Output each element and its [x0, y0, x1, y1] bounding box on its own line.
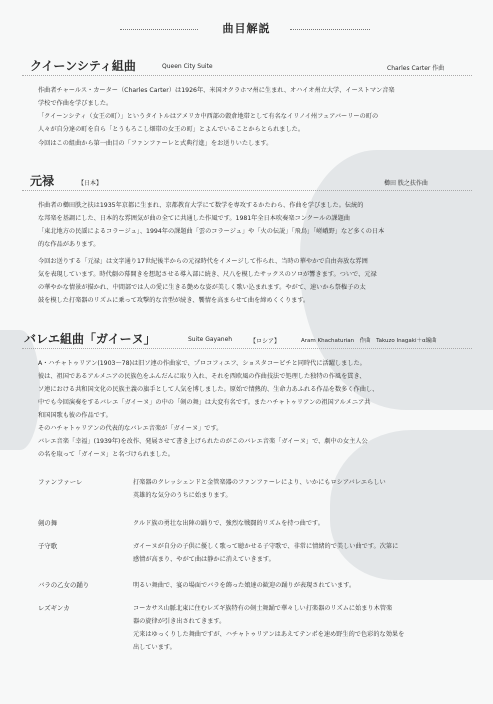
movement-desc-line: 英雄的な気分のうちに始まります。 [133, 492, 232, 499]
movement-desc-line: 器の旋律が引き出されてきます。 [133, 618, 226, 625]
paragraph-line: 「クイーンシティ（女王の町）」というタイトルはアメリカ中西部の穀倉地帯として有名なイリノイ州フェアバーリーの町の [38, 113, 379, 120]
movement-desc-line: 出しています。 [133, 644, 176, 651]
movement-desc-line: コーカサス山脈北東に住むレズギ族特有の剣士舞踊で華々しい打楽器のリズムに始まり木管楽 [133, 605, 393, 612]
paragraph-line: 彼は、祖国であるアルメニアの民族色をふんだんに取り入れ、それを西欧風の作曲技法で処理した独特の作風を貫き、 [38, 373, 366, 380]
movement-name: ファンファーレ [38, 478, 83, 486]
movement-desc-line: クルド族の勇壮な出陣の踊りで、強烈な戦闘的リズムを持つ曲です。 [133, 520, 324, 527]
paragraph-line: 作曲者チャールス・カーター（Charles Carter）は1926年、米国オクラホマ州に生まれ、オハイオ州立大学、イーストマン音楽 [38, 87, 395, 94]
paragraph-line: 人々が自分達の町を自ら「とうもろこし畑帯の女王の町」とよんでいることからとられました。 [38, 126, 305, 133]
section-tag: 【日本】 [78, 180, 103, 187]
section-tag: 【ロシア】 [250, 338, 281, 345]
paragraph-line: バレエ音楽「幸福」(1939年)を改作、発展させて書き上げられたのがこのバレエ音楽「ガイーヌ」で、劇中の女主人公 [38, 438, 368, 445]
movement-desc-line: 明るい舞曲で、宴の場面でバラを飾った娘達の歓迎の踊りが表現されています。 [133, 582, 356, 589]
paragraph-line: そのハチャトゥリアンの代表的なバレエ音楽が「ガイーヌ」です。 [38, 425, 223, 432]
section-rule [22, 348, 472, 349]
movement-desc-line: ガイーヌが自分の子供に優しく歌って聴かせる子守歌で、非常に情緒的で美しい曲です。次第に [133, 543, 399, 550]
movement-name: 子守歌 [38, 542, 58, 550]
paragraph-line: 「東北地方の民謡によるコラージュ」、1994年の課題曲「雲のコラージュ」や「火の伝説」「飛鳥」「嵯峨野」など多くの日本 [38, 228, 385, 235]
page-title: 曲目解説 [222, 22, 271, 35]
section-rule [22, 190, 472, 191]
movement-name: バラの乙女の踊り [38, 581, 90, 589]
movement-name: レズギンカ [38, 604, 70, 612]
movement-desc-line: 感情が高まり、やがて曲は静かに消えていきます。 [133, 556, 275, 563]
paragraph-line: 的な作品があります。 [38, 241, 100, 248]
section-subtitle: Queen City Suite [162, 63, 213, 70]
paragraph-line: 中でも今回演奏をするバレエ「ガイーヌ」の中の「剣の舞」は大変有名です。またハチャトゥリアンの祖国アルメニア共 [38, 399, 371, 406]
paragraph-line: 今回はこの組曲から第一曲目の「ファンファーレと式典行進」をお送りいたします。 [38, 140, 273, 147]
section-composer: Charles Carter 作曲 [387, 65, 445, 72]
section-composer: Aram Khachaturian 作曲 Takuzo Inagaki＋α編曲 [301, 338, 437, 344]
paragraph-line: 鼓を模した打楽器のリズムに乗って攻撃的な音型が続き、饗情を高まらせて曲を締めくくります。 [38, 297, 310, 304]
paragraph-line: の華やかな情景が描かれ、中間部では人の愛に生きる艶めな姿が美しく歌い込まれます。やがて、速いから祭権子の太 [38, 284, 366, 291]
paragraph-line: A・ハチャトゥリアン(1903〜78)は旧ソ連の作曲家で、プロコフィエフ、ショスタコービチと同時代に活躍しました。 [38, 360, 366, 367]
paragraph-line: 作曲者の櫛田胅之扶は1935年京都に生まれ、京都教育大学にて数学を専攻するかたわら、作曲を学びました。伝統的 [38, 202, 364, 209]
section-rule [22, 75, 472, 76]
paragraph-line: 今回お送りする「元禄」は文字通り17世紀後半からの元禄時代をイメージして作られ、当時の華やかで自由奔放な雰囲 [38, 258, 368, 265]
section-title: バレエ組曲「ガイーヌ」 [24, 332, 156, 346]
movement-desc-line: 元来はゆっくりした舞曲ですが、ハチャトゥリアンはあえてテンポを速め野生的で色彩的な効果を [133, 631, 405, 638]
section-title: クイーンシティ組曲 [30, 59, 136, 73]
paragraph-line: 気を表現しています。時代劇の幕開きを想起させる導入部に続き、尺八を模したサックスのソロが響きます。ついで、元禄 [38, 271, 377, 278]
header-rule-right [290, 29, 370, 30]
movement-name: 剣の舞 [38, 519, 58, 527]
section-composer: 櫛田 胅之扶作曲 [384, 180, 428, 187]
section-subtitle: Suite Gayaneh [188, 336, 233, 343]
paragraph-line: ソ連における共和国文化の民族主義の旗手として人気を博しました。原始で情熱的、生命力あふれる作品を数多く作曲し、 [38, 386, 379, 393]
paragraph-line: 和国国歌も彼の作品です。 [38, 412, 112, 419]
section-title: 元禄 [30, 174, 55, 188]
paragraph-line: の名を取って「ガイーヌ」と名づけられました。 [38, 451, 174, 458]
paragraph-line: 学校で作曲を学びました。 [38, 100, 113, 107]
paragraph-line: な邦楽を基調にした、日本的な雰囲気が曲の全てに共通した作風です。1981年全日本吹奏楽コンクールの課題曲 [38, 215, 350, 222]
movement-desc-line: 打楽器のクレッシェンドと金管楽器のファンファーレにより、いかにもロシアバレエらしい [133, 479, 386, 486]
background-map-shape [330, 430, 493, 580]
